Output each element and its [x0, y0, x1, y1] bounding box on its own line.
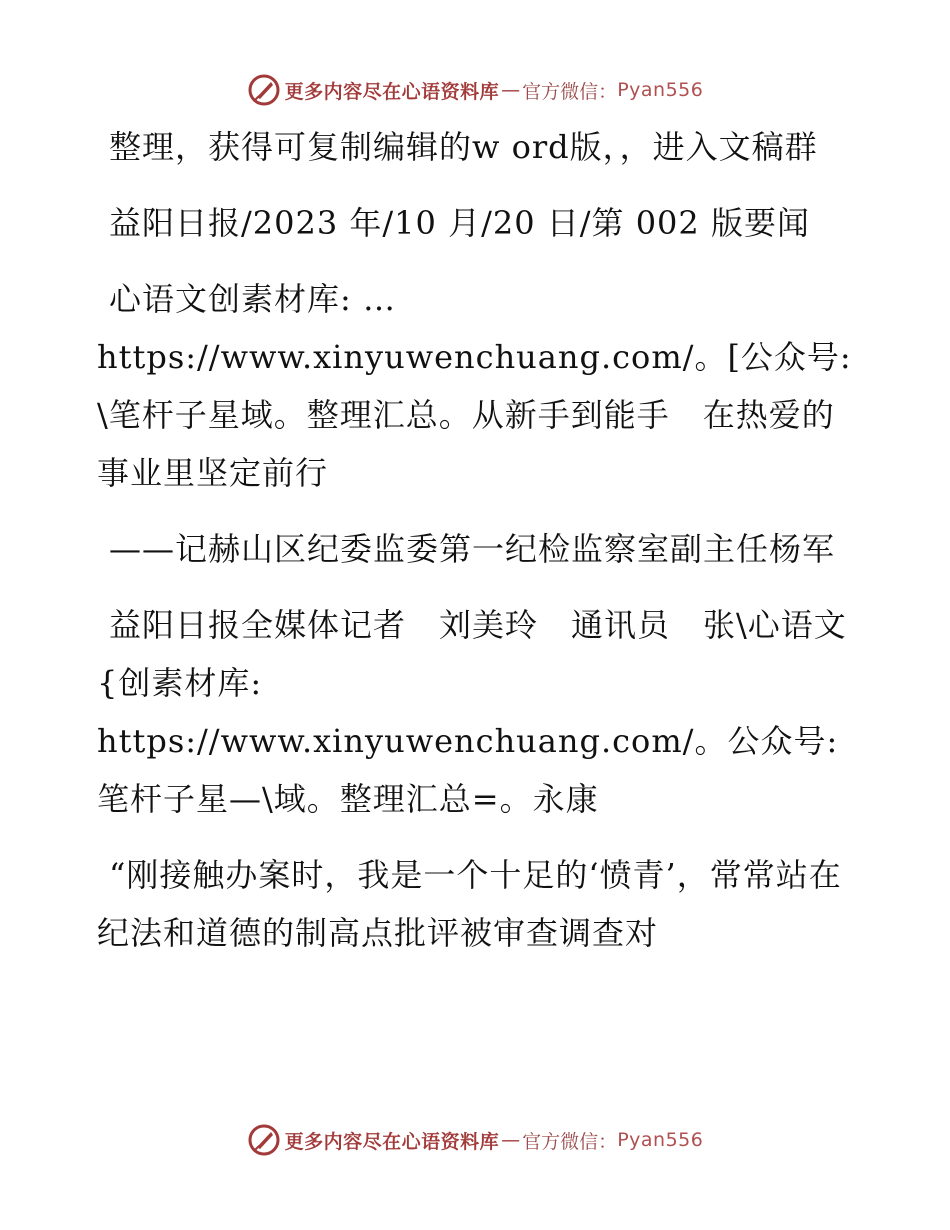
- quill-seal-icon: [247, 73, 281, 107]
- paragraph-2: 益阳日报/2023 年/10 月/20 日/第 002 版要闻: [109, 204, 810, 242]
- banner-wechat-label: 官方微信：: [522, 80, 618, 103]
- banner-dash: —: [501, 79, 521, 101]
- quill-seal-icon: [247, 1123, 281, 1157]
- paragraph-4: ——记赫山区纪委监委第一纪检监察室副主任杨军: [109, 530, 836, 568]
- paragraph-1: 整理，获得可复制编辑的w ord版，，进入文稿群: [109, 128, 818, 166]
- banner-wechat-label: 官方微信：: [522, 1130, 618, 1153]
- footer-banner: [0, 1120, 950, 1160]
- paragraph-5: 益阳日报全媒体记者 刘美玲 通讯员 张\心语文{创素材库: https://www.xinyuwenchuang.com/。公众号: 笔杆子星—\域。整理汇总=。永康: [97, 606, 847, 818]
- banner-title: 更多内容尽在心语资料库: [284, 1130, 500, 1153]
- paragraph-6: “刚接触办案时，我是一个十足的‘愤青’，常常站在纪法和道德的制高点批评被审查调查对: [97, 856, 842, 952]
- document-body: [97, 118, 857, 980]
- banner-wechat-id: Pyan556: [617, 1129, 704, 1151]
- banner-title: 更多内容尽在心语资料库: [284, 80, 500, 103]
- banner-wechat-id: Pyan556: [617, 79, 704, 101]
- paragraph-3: 心语文创素材库: …https://www.xinyuwenchuang.com/。[公众号: \笔杆子星域。整理汇总。从新手到能手 在热爱的事业里坚定前行: [97, 280, 852, 492]
- header-banner: [0, 70, 950, 110]
- banner-dash: —: [501, 1129, 521, 1151]
